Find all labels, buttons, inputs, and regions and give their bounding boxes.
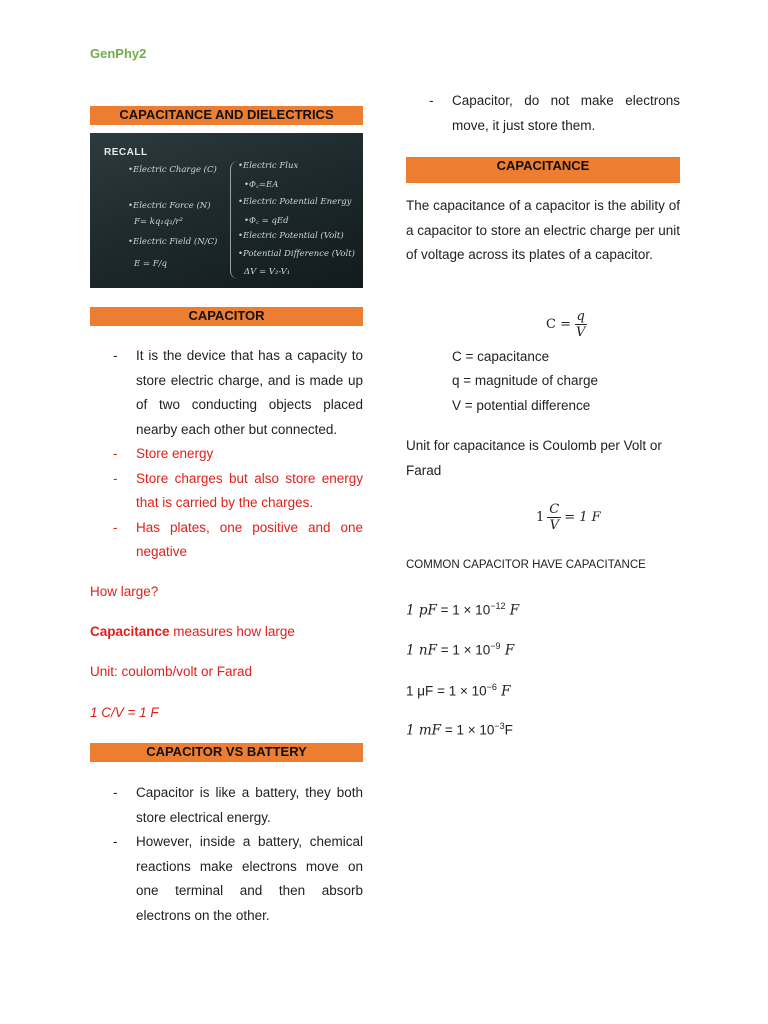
- formula-fraction: [574, 309, 587, 340]
- how-large-text: How large?: [90, 584, 159, 599]
- unit-row-nano: [406, 634, 680, 663]
- unit-exponent: −12: [490, 601, 506, 611]
- bullet-item: [90, 344, 363, 442]
- bullet-text: Has plates, one positive and one negative: [136, 519, 363, 559]
- bullet-dash: -: [113, 519, 118, 535]
- chalk-line: •Electric Force (N): [128, 201, 211, 211]
- unit-line: Unit: coulomb/volt or Farad: [90, 664, 253, 679]
- capacitance-bold: Capacitance: [90, 624, 170, 639]
- chalkboard-title: RECALL: [104, 147, 148, 158]
- formula-numerator: q: [576, 309, 585, 324]
- bullet-text: Capacitor, do not make electrons move, it just store them.: [452, 93, 680, 133]
- unit-symbol: F: [496, 683, 511, 700]
- unit-symbol: F: [505, 602, 520, 619]
- chalk-line: •Electric Potential Energy: [238, 197, 352, 207]
- unit-lhs: 1 μF: [406, 683, 434, 699]
- chalk-line: ΔV = V₂-V₁: [244, 267, 291, 277]
- bullet-item: [90, 467, 363, 516]
- unit-lhs: 1 pF: [406, 602, 437, 619]
- unit-lhs: 1 nF: [406, 642, 437, 659]
- chalk-line: E = F/q: [134, 259, 167, 269]
- bullet-dash: -: [113, 446, 118, 461]
- unit-equation: 1 C/V = 1 F: [90, 705, 159, 720]
- bullet-item: [90, 830, 363, 928]
- section-bar-capacitor-vs-battery: CAPACITOR VS BATTERY: [90, 743, 363, 762]
- chalk-line: •Electric Potential (Volt): [238, 231, 344, 241]
- common-capacitor-heading: COMMON CAPACITOR HAVE CAPACITANCE: [406, 559, 646, 571]
- unit-row-milli: [406, 714, 680, 743]
- formula-denominator: V: [575, 325, 586, 340]
- chalk-line: •Potential Difference (Volt): [238, 249, 355, 259]
- bullet-text: Store charges but also store energy that is carried by the charges.: [136, 470, 363, 510]
- chalkboard-image: [90, 133, 363, 288]
- chalk-line: F= kq₁q₂/r²: [134, 217, 183, 227]
- chalk-line: •Φ꜀ = qEd: [244, 216, 289, 226]
- section-bar-capacitance: CAPACITANCE: [406, 157, 680, 183]
- unit-formula-denominator: V: [549, 518, 559, 533]
- unit-rhs: = 1 × 10: [437, 683, 487, 699]
- chalk-line: •Electric Charge (C): [128, 165, 217, 175]
- unit-symbol: F: [500, 642, 515, 659]
- capacitance-formula: [546, 309, 590, 340]
- unit-symbol: F: [504, 722, 513, 738]
- unit-rhs: = 1 × 10: [440, 602, 491, 618]
- bullet-item: [90, 516, 363, 565]
- unit-row-micro: [406, 675, 680, 704]
- chalk-line: •Φ꜀=EA: [244, 180, 279, 190]
- capacitor-bullet-list: [90, 344, 363, 565]
- unit-exponent: −3: [494, 721, 505, 731]
- unit-lhs: 1 mF: [406, 722, 442, 739]
- bullet-item: [90, 442, 363, 467]
- formula-legend-q: q = magnitude of charge: [452, 373, 598, 388]
- chalk-line: •Electric Flux: [238, 161, 299, 171]
- battery-bullet-list: [90, 781, 363, 928]
- chalk-line: •Electric Field (N/C): [128, 237, 218, 247]
- unit-formula-post: = 1 F: [564, 510, 601, 525]
- top-bullet-list: [406, 89, 680, 138]
- document-header: GenPhy2: [90, 46, 147, 61]
- formula-legend-c: C = capacitance: [452, 349, 550, 364]
- section-bar-capacitance-dielectrics: CAPACITANCE AND DIELECTRICS: [90, 106, 363, 125]
- formula-legend-v: V = potential difference: [452, 398, 591, 413]
- bullet-dash: -: [113, 785, 118, 800]
- capacitance-definition: The capacitance of a capacitor is the ability of a capacitor to store an electric charge per unit of voltage across its plates of a capacitor.: [406, 198, 680, 262]
- bullet-text: However, inside a battery, chemical reactions make electrons move on one terminal and then absorb electrons on the other.: [136, 834, 363, 923]
- unit-formula-pre: 1: [536, 510, 545, 525]
- capacitance-measures-text: [90, 620, 363, 645]
- bullet-text: It is the device that has a capacity to store electric charge, and is made up of two conducting objects placed nearby each other but connected.: [136, 348, 363, 437]
- unit-formula-numerator: C: [549, 502, 560, 517]
- bullet-dash: -: [113, 470, 118, 486]
- unit-rhs: = 1 × 10: [440, 642, 491, 658]
- bullet-dash: -: [429, 93, 434, 108]
- bullet-item: [90, 781, 363, 830]
- bullet-dash: -: [113, 348, 118, 363]
- capacitance-rest: measures how large: [169, 624, 295, 639]
- chalkboard-brace: [230, 161, 239, 279]
- unit-formula: [536, 502, 601, 533]
- unit-exponent: −6: [486, 682, 497, 692]
- bullet-text: Store energy: [136, 446, 214, 461]
- unit-description: Unit for capacitance is Coulomb per Volt or Farad: [406, 438, 662, 478]
- unit-exponent: −9: [490, 641, 501, 651]
- bullet-text: Capacitor is like a battery, they both store electrical energy.: [136, 785, 363, 825]
- unit-rhs: = 1 × 10: [444, 722, 495, 738]
- formula-lhs: C =: [546, 317, 571, 332]
- bullet-item: [406, 89, 680, 138]
- section-bar-capacitor: CAPACITOR: [90, 307, 363, 326]
- bullet-dash: -: [113, 834, 118, 849]
- unit-row-pico: [406, 594, 680, 623]
- unit-formula-fraction: [547, 502, 561, 533]
